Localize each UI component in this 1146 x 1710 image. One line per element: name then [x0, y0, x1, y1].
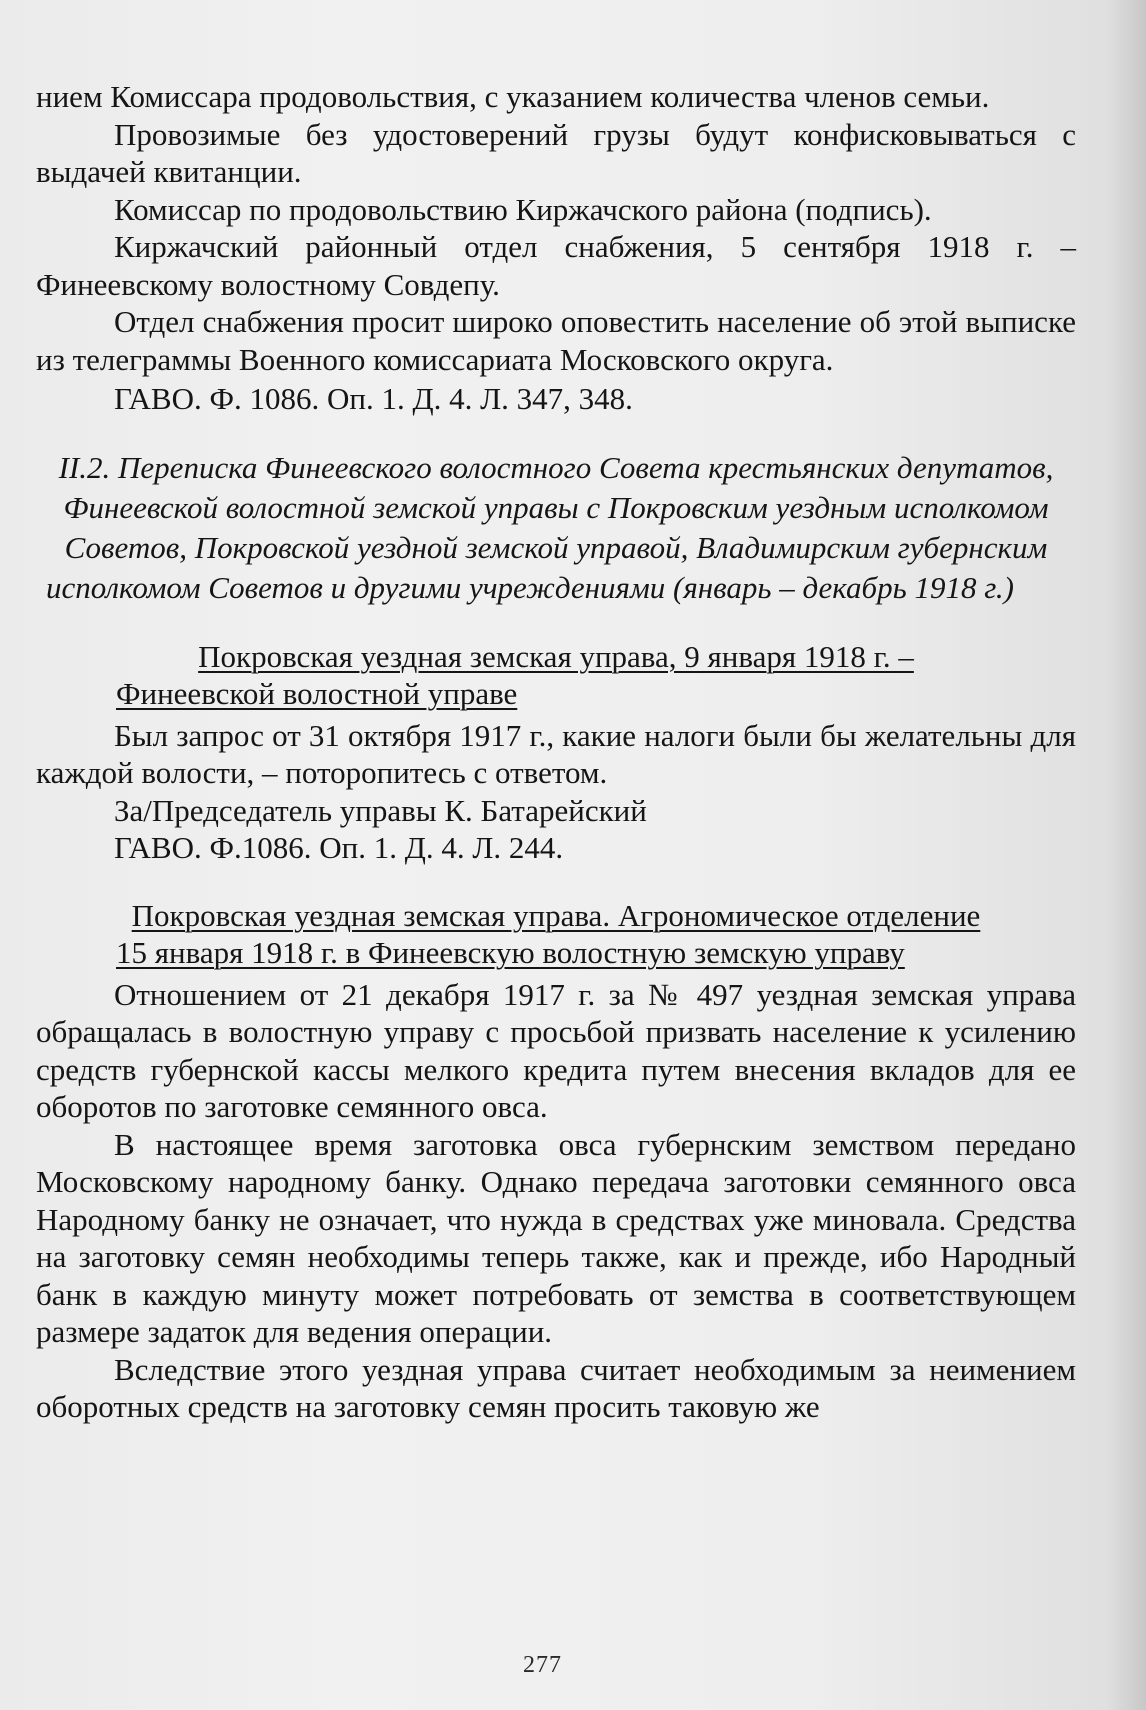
paragraph-cargo-confiscation: Провозимые без удостоверений грузы будут конфисковываться с выдачей квитанции.: [36, 116, 1076, 189]
paragraph-commissar-signature: Комиссар по продовольствию Киржачского района (подпись).: [114, 191, 932, 227]
page-number: 277: [523, 1652, 562, 1678]
document-body-2-paragraph: В настоящее время заготовка овса губернским земством передано Московскому народному банку. Однако передача заготовки семянного овса Народному банку не означает, что нужда в средствах уже миновала. Средства на заготовку семян необходимы теперь также, как и прежде, ибо Народный банк в каждую минуту может потребовать от земства в соответствующем размере задаток для ведения операции.: [36, 1126, 1076, 1349]
document-signature-1: За/Председатель управы К. Батарейский: [114, 792, 647, 828]
document-body-1: Был запрос от 31 октября 1917 г., какие налоги были бы желательны для каждой волости, – поторопитесь с ответом.: [36, 717, 1076, 790]
paragraph-supply-request: Отдел снабжения просит широко оповестить население об этой выписке из телеграммы Военного комиссариата Московского округа.: [36, 304, 1076, 377]
section-title: II.2. Переписка Финеевского волостного Совета крестьянских депутатов, Финеевской волостной земской управы с Покровским уездным исполкомом Советов, Покровской уездной земской управой, Владимирским губернским исполкомом Советов и другими учреждениями (январь – декабрь 1918 г.): [46, 449, 1054, 605]
page-edge-shadow: [1106, 0, 1146, 1710]
document-text: [36, 78, 1076, 1426]
paragraph-letter-header: Киржачский районный отдел снабжения, 5 сентября 1918 г. – Финеевскому волостному Совдепу.: [36, 229, 1076, 302]
archive-reference-2: ГАВО. Ф.1086. Оп. 1. Д. 4. Л. 244.: [114, 830, 564, 865]
document-heading-1: Покровская уездная земская управа, 9 января 1918 г. – Финеевской волостной управе: [116, 638, 914, 711]
document-heading-2: Покровская уездная земская управа. Агрономическое отделение 15 января 1918 г. в Финеевскую волостную земскую управу: [116, 897, 981, 970]
archive-reference-1: ГАВО. Ф. 1086. Оп. 1. Д. 4. Л. 347, 348.: [114, 381, 633, 416]
paragraph-continuation: нием Комиссара продовольствия, с указанием количества членов семьи.: [36, 79, 990, 114]
document-body-2-paragraph: Вследствие этого уездная управа считает необходимым за неимением оборотных средств на заготовку семян просить таковую же: [36, 1351, 1076, 1424]
document-body-2-paragraph: Отношением от 21 декабря 1917 г. за № 497 уездная земская управа обращалась в волостную управу с просьбой призвать население к усилению средств губернской кассы мелкого кредита путем внесения вкладов для ее оборотов по заготовке семянного овса.: [36, 976, 1076, 1124]
